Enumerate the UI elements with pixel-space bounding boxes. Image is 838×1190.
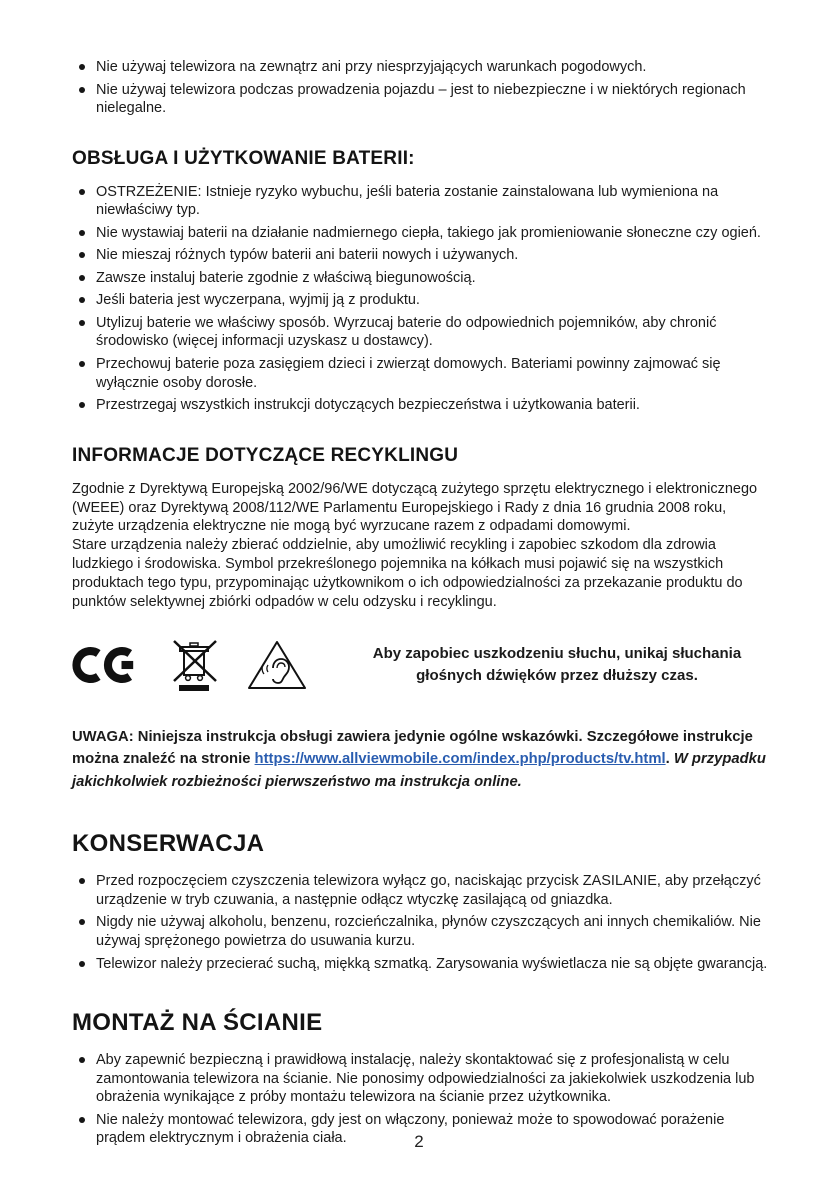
list-item: Nie należy montować telewizora, gdy jest on włączony, ponieważ może to spowodować porażenie prądem elektrycznym i obrażenia ciała. — [72, 1111, 770, 1148]
intro-bullet-list — [72, 58, 770, 118]
hearing-warning-text: Aby zapobiec uszkodzeniu słuchu, unikaj słuchania głośnych dźwięków przez dłuższy czas. — [372, 644, 742, 684]
list-item: Jeśli bateria jest wyczerpana, wyjmij ją z produktu. — [72, 291, 770, 310]
list-item: Przechowuj baterie poza zasięgiem dzieci i zwierząt domowych. Bateriami powinny zajmować się wyłącznie osoby dorosłe. — [72, 355, 770, 392]
list-item: Aby zapewnić bezpieczną i prawidłową instalację, należy skontaktować się z profesjonalistą w celu zamontowania telewizora na ścianie. Nie ponosimy odpowiedzialności za jakiekolwiek uszkodzenia lub obrażenia wynikające z próby montażu telewizora na ścianie przez użytkownika. — [72, 1051, 770, 1107]
list-item: Utylizuj baterie we właściwy sposób. Wyrzucaj baterie do odpowiednich pojemników, aby chronić środowisko (więcej informacji uzyskasz u dostawcy). — [72, 314, 770, 351]
battery-bullet-list — [72, 183, 770, 415]
maintenance-bullet-list — [72, 872, 770, 973]
list-item: Zawsze instaluj baterie zgodnie z właściwą biegunowością. — [72, 269, 770, 288]
list-item: Nie mieszaj różnych typów baterii ani baterii nowych i używanych. — [72, 246, 770, 265]
compliance-symbols-row — [72, 638, 770, 692]
maintenance-section-heading: KONSERWACJA — [72, 830, 265, 858]
battery-section-heading: OBSŁUGA I UŻYTKOWANIE BATERII: — [72, 147, 415, 169]
list-item: Nie używaj telewizora podczas prowadzenia pojazdu – jest to niebezpieczne i w niektórych regionach nielegalne. — [72, 81, 770, 118]
list-item: Telewizor należy przecierać suchą, miękką szmatką. Zarysowania wyświetlacza nie są objęte gwarancją. — [72, 955, 770, 974]
list-item: OSTRZEŻENIE: Istnieje ryzyko wybuchu, jeśli bateria zostanie zainstalowana lub wymieniona na niewłaściwy typ. — [72, 183, 770, 220]
notice-italic-text: W przypadku jakichkolwiek rozbieżności pierwszeństwo ma instrukcja online. — [72, 751, 766, 791]
list-item: Nie używaj telewizora na zewnątrz ani przy niesprzyjających warunkach pogodowych. — [72, 58, 770, 77]
manual-url-link[interactable]: https://www.allviewmobile.com/index.php/products/tv.html — [254, 751, 666, 768]
page-number: 2 — [414, 1132, 424, 1151]
online-manual-notice — [72, 726, 770, 795]
recycling-paragraph: Zgodnie z Dyrektywą Europejską 2002/96/WE dotyczącą zużytego sprzętu elektrycznego i elektronicznego (WEEE) oraz Dyrektywą 2008/112/WE Parlamentu Europejskiego i Rady z dnia 16 grudnia 2008 roku, zużyte urządzenia elektryczne nie mogą być wyrzucane razem z odpadami domowymi. — [72, 480, 758, 535]
list-item: Przed rozpoczęciem czyszczenia telewizora wyłącz go, naciskając przycisk ZASILANIE, aby przełączyć urządzenie w tryb czuwania, a następnie odłącz wtyczkę zasilającą od gniazdka. — [72, 872, 770, 909]
notice-text: UWAGA: Niniejsza instrukcja obsługi zawiera jedynie ogólne wskazówki. Szczegółowe instrukcje można znaleźć na stronie — [72, 728, 753, 768]
list-item: Przestrzegaj wszystkich instrukcji dotyczących bezpieczeństwa i użytkowania baterii. — [72, 396, 770, 415]
ce-mark-icon — [72, 640, 144, 690]
list-item: Nie wystawiaj baterii na działanie nadmiernego ciepła, takiego jak promieniowanie słoneczne czy ogień. — [72, 224, 770, 243]
notice-text: . — [665, 751, 674, 768]
recycling-section-heading: INFORMACJE DOTYCZĄCE RECYKLINGU — [72, 444, 459, 466]
list-item: Nigdy nie używaj alkoholu, benzenu, rozcieńczalnika, płynów czyszczących ani innych chemikaliów. Nie używaj sprężonego powietrza do usuwania kurzu. — [72, 913, 770, 950]
weee-crossed-bin-icon — [170, 639, 220, 691]
wall-mount-section-heading: MONTAŻ NA ŚCIANIE — [72, 1009, 323, 1037]
recycling-paragraph: Stare urządzenia należy zbierać oddzielnie, aby umożliwić recykling i zapobiec szkodom dla zdrowia ludzkiego i środowiska. Symbol przekreślonego pojemnika na kółkach musi pojawić się na wszystkich produktach tego typu, przypominając użytkownikom o ich odpowiedzialności za przekazanie produktu do punktów selektywnej zbiórki odpadów w celu odzysku i recyklingu. — [72, 537, 743, 610]
hearing-warning-triangle-icon — [246, 638, 308, 692]
